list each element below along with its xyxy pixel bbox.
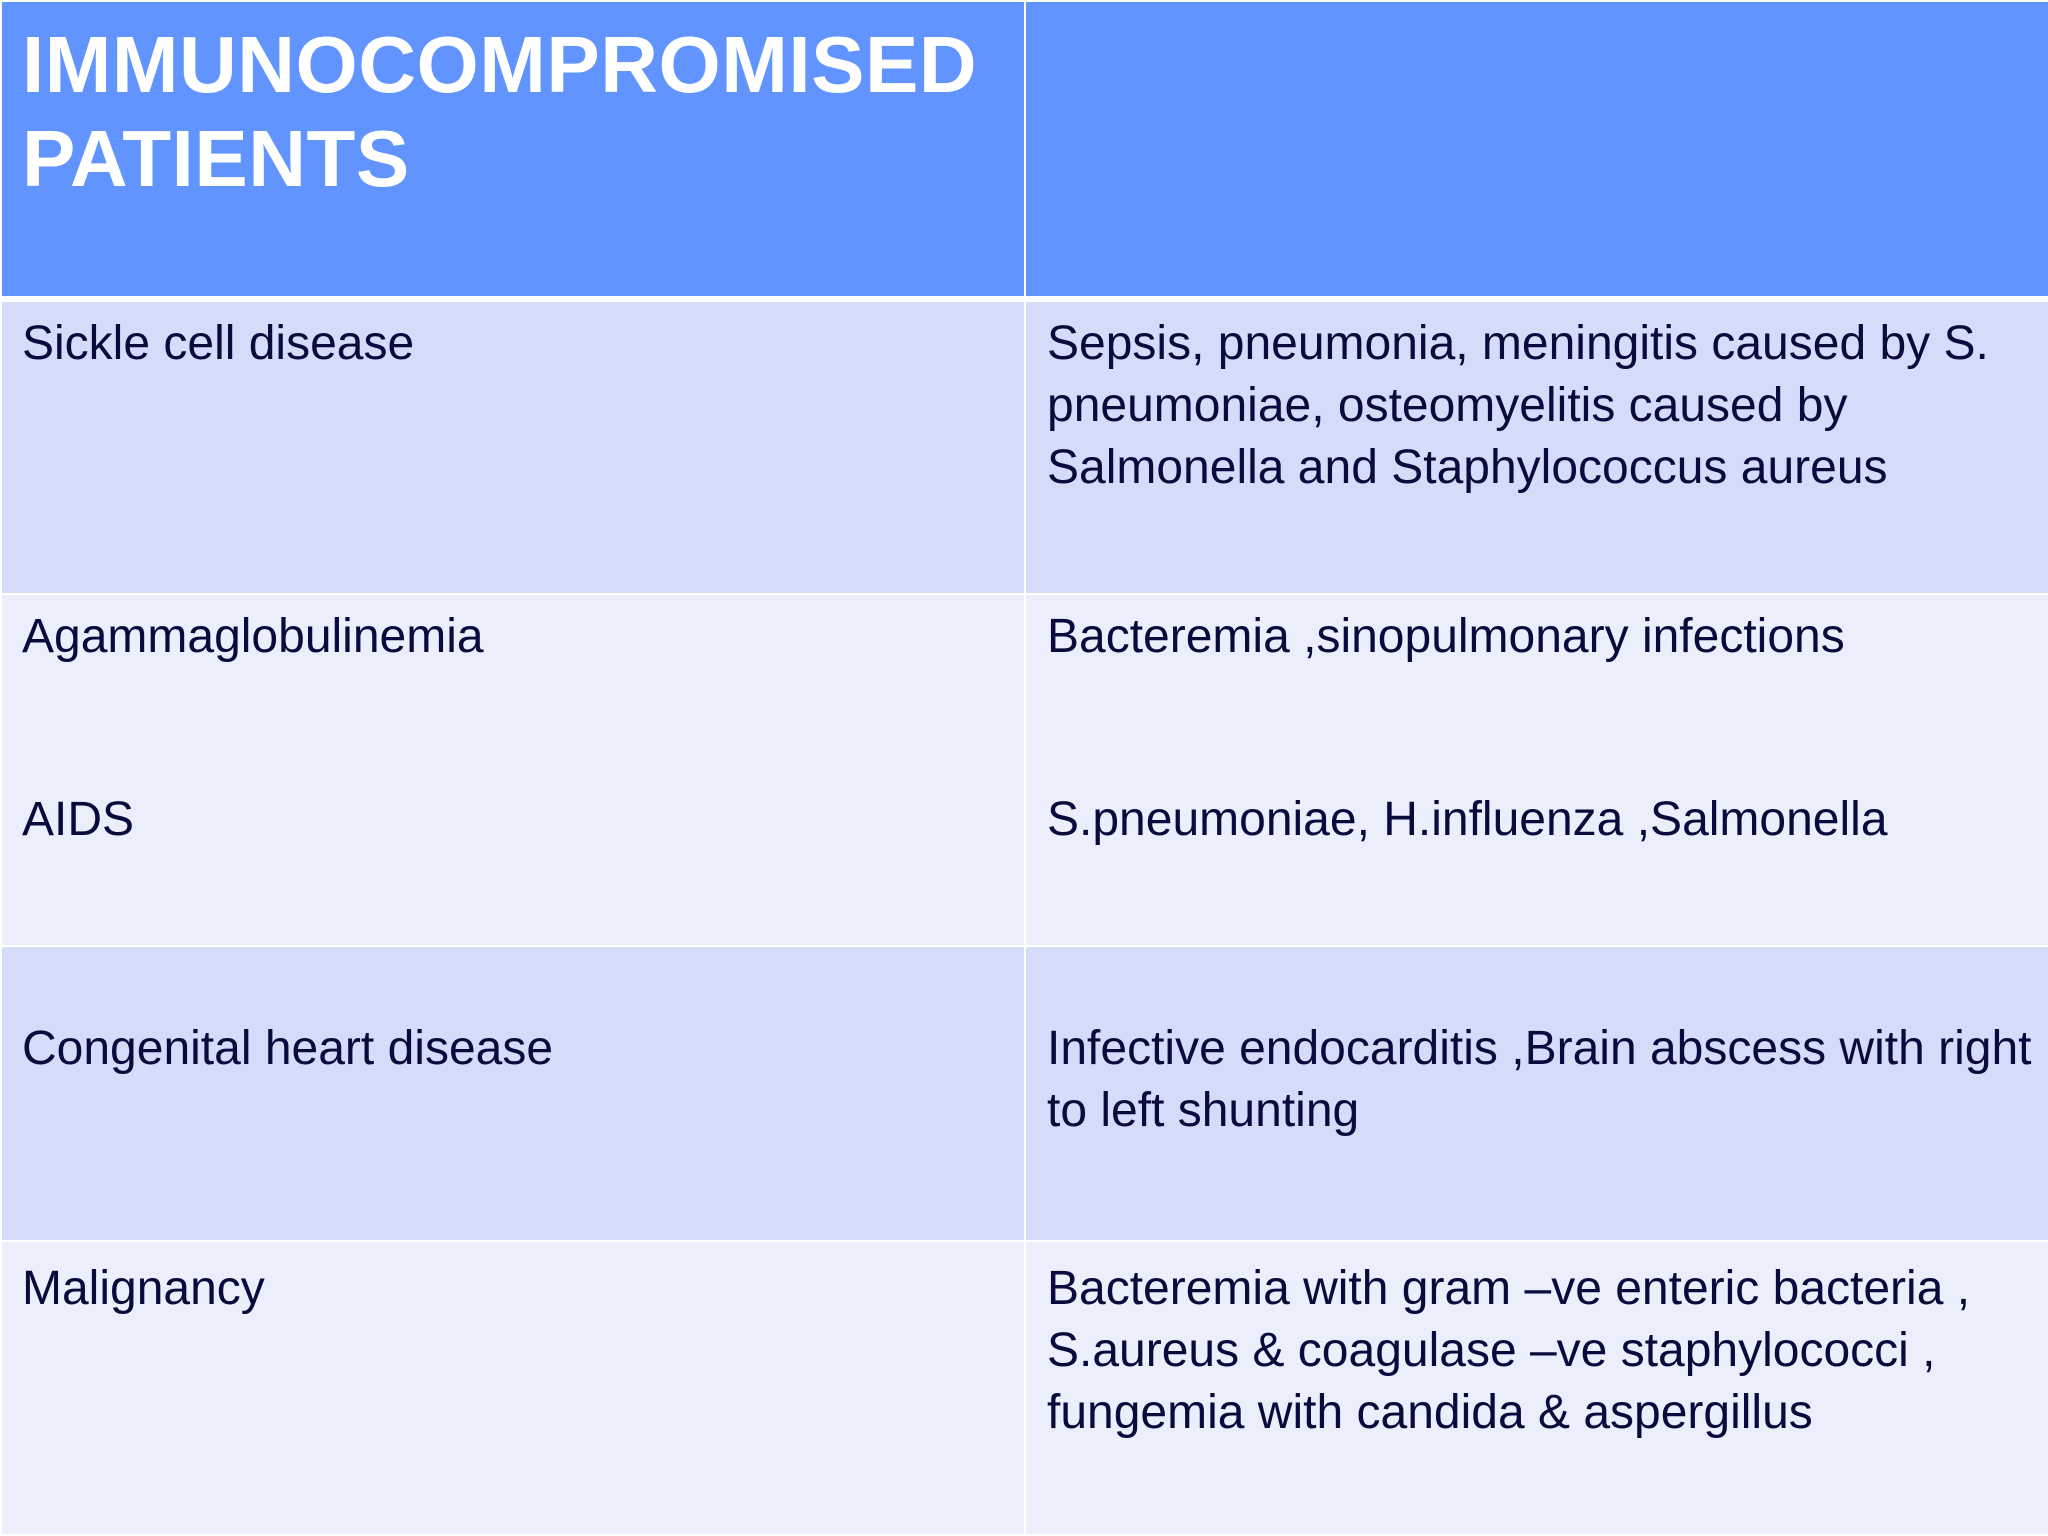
condition-agammaglobulinemia: Agammaglobulinemia — [22, 609, 484, 663]
infection-cell — [1025, 1241, 2048, 1535]
infection-cell — [1025, 594, 2048, 947]
condition-cell — [1, 946, 1025, 1241]
infection-cell — [1025, 946, 2048, 1241]
table-row — [1, 594, 2048, 947]
infection-cell — [1025, 299, 2048, 594]
condition-sickle-cell: Sickle cell disease — [22, 316, 415, 370]
infection-agammaglobulinemia: Bacteremia ,sinopulmonary infections — [1047, 609, 1845, 663]
infection-sickle-cell: Sepsis, pneumonia, meningitis caused by S. pneumoniae, osteomyelitis caused by Salmonella and Staphylococcus aureus — [1047, 316, 1989, 494]
header-cell-condition — [1, 1, 1025, 299]
table-row — [1, 299, 2048, 594]
infection-aids: S.pneumoniae, H.influenza ,Salmonella — [1047, 792, 1888, 846]
header-cell-infections — [1025, 1, 2048, 299]
condition-aids: AIDS — [22, 792, 135, 846]
header-title-line2: PATIENTS — [22, 114, 410, 203]
header-infections-label — [1026, 2, 2048, 18]
header-title — [2, 2, 1024, 206]
table-header-row — [1, 1, 2048, 299]
table-row — [1, 1241, 2048, 1535]
condition-cell — [1, 1241, 1025, 1535]
condition-cell — [1, 299, 1025, 594]
infection-malignancy: Bacteremia with gram –ve enteric bacteria , S.aureus & coagulase –ve staphylococci , fungemia with candida & aspergillus — [1047, 1262, 1971, 1440]
condition-malignancy: Malignancy — [22, 1262, 265, 1316]
condition-cell — [1, 594, 1025, 947]
table-row — [1, 946, 2048, 1241]
condition-congenital-heart: Congenital heart disease — [22, 1022, 554, 1076]
header-title-line1: IMMUNOCOMPROMISED — [22, 20, 978, 109]
infection-congenital-heart: Infective endocarditis ,Brain abscess with right to left shunting — [1047, 1022, 2032, 1138]
